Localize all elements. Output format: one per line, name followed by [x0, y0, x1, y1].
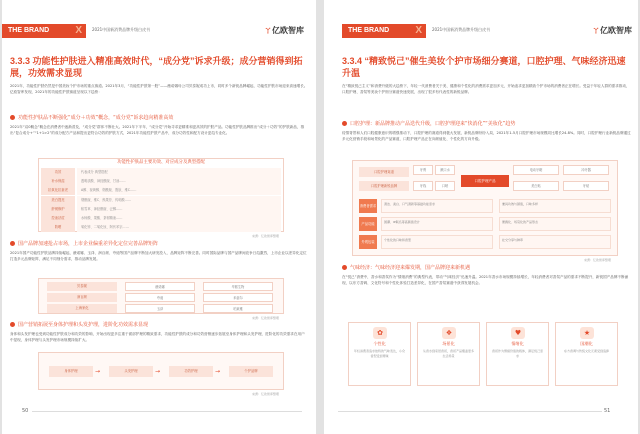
flow-box: 身体护理: [49, 366, 93, 377]
footer-line: [338, 411, 602, 412]
brand-chip: 贝泰妮: [47, 282, 117, 291]
row-label: 控油祛痘: [41, 214, 75, 223]
section-heading: 3.3.4 “精致悦己”催生美妆个护市场细分赛道，口腔护理、气味经济迅速升温: [342, 56, 626, 78]
logo: [592, 25, 632, 36]
row-text: 氧化锌、二氧化钛、阿伏苯宗……: [77, 223, 281, 232]
subheading-1: [342, 120, 515, 128]
brand-banner: [2, 24, 86, 38]
scent-card: [348, 322, 411, 386]
scent-card: [555, 322, 618, 386]
care-flow-diagram: [38, 352, 284, 390]
scent-card: [417, 322, 480, 386]
report-title: 2021中国新消费品牌升级白皮书: [92, 27, 151, 32]
card-text: 东方香调与传统文化元素受到追捧: [563, 349, 609, 353]
subheading-2: [342, 264, 470, 272]
brand-chip: 华熙生物: [203, 282, 273, 291]
mind-cell: 清洁、美白、口气清新等基础功能需求: [381, 199, 493, 213]
logo: [264, 25, 304, 36]
brand-chip: 米蓓尔: [203, 293, 273, 302]
subheading-text: 功能性护肤品不断强化“成分＋功效”概念，“成分党”诉求趋向精准高效: [18, 115, 174, 121]
brand-banner: [342, 24, 426, 38]
row-text: 水杨酸、果酸、茶树精油……: [77, 214, 281, 223]
mind-node: 牙线: [413, 181, 433, 191]
brand-text: THE BRAND: [348, 27, 390, 34]
subheading-3: [10, 321, 148, 329]
brand-chip: 润百颜: [47, 293, 117, 302]
left-label-bottom: 口腔护理新锐品牌: [359, 181, 409, 191]
logo-text: 亿欧智库: [272, 26, 304, 35]
mind-node: 口喷: [435, 181, 455, 191]
table-source: 来源：亿欧智库整理: [252, 234, 280, 238]
flow-box: 个护品牌: [229, 366, 273, 377]
mind-node: 牙贴: [563, 181, 609, 191]
page-header: [324, 24, 638, 38]
row-label: 抗氧化抗衰老: [41, 186, 75, 195]
brands-source: 来源：亿欧智库整理: [252, 316, 280, 320]
flow-box: 头发护理: [109, 366, 153, 377]
row-label: 功效: [41, 168, 75, 177]
mind-source: 来源：亿欧智库整理: [584, 258, 612, 262]
left-label-top: 口腔护理赛道: [359, 167, 409, 177]
arrow-icon: →: [155, 368, 161, 375]
logo-text: 亿欧智库: [600, 26, 632, 35]
card-icon: ★: [580, 327, 594, 339]
mind-center: 口腔护理产品: [461, 175, 509, 187]
mind-node: 冲牙器: [563, 165, 609, 175]
bullet-icon: [10, 322, 15, 327]
page-header: [2, 24, 316, 38]
section-heading: 3.3.3 功能性护肤进入精准高效时代，“成分党”诉求升级；成分营销得到拓展，功效需求显现: [10, 56, 303, 78]
intro-paragraph: 2021年，功能性护肤仍然是中国美妆个护市场的重点赛道。2021年3月，“功能性护肤第一股”——薇诺娜母公司贝泰妮成功上市，同时多个新锐品牌崛起，功能性护肤市场迎来高速增长。亿欧智库发现，2021年的功能性护肤赛道呈现以下趋势：: [10, 84, 308, 94]
paragraph-2: 在“悦己”消费中，香水和香氛作为“情绪消费”的典型代表，带动“气味经济”迅速升温。2021年香水市场规模持续增长，年轻消费者对香氛产品的需求不断提升，新锐国产品牌不断涌现，以东方香调、文化符号和个性化体验打造差异化，在国产香氛赛道中获得发展机会。: [342, 275, 629, 285]
mind-node: 美白贴: [513, 181, 559, 191]
brand-chip: 玉泽: [125, 304, 195, 313]
paragraph-2: 2021年国产功能性护肤品牌持续崛起，薇诺娜、玉泽、润百颜、夸迪等国产品牌不断加大研发投入，品牌矩阵不断完善。同时国际品牌与国产品牌间竞争日趋激烈，上市企业以差异化定位打造多元品牌矩阵，满足不同细分需求，推动品牌发展。: [10, 251, 307, 261]
bullet-icon: [342, 121, 347, 126]
card-title: 场景化: [442, 341, 455, 346]
brand-chip: 珀莱雅: [203, 304, 273, 313]
table-row: [41, 223, 281, 232]
card-title: 国潮化: [580, 341, 593, 346]
bullet-icon: [342, 265, 347, 270]
card-text: 从香水到家居香氛，香氛产品覆盖更多生活场景: [422, 349, 474, 358]
table-row: [41, 196, 281, 205]
mind-cell: 国潮、IP联名等高颜值设计: [381, 217, 493, 231]
subheading-2: [10, 240, 158, 248]
mind-cell: 便携化、场景化的产品形态: [499, 217, 611, 231]
paragraph-3: 身体和头发护理也受到功能性护肤成分和功效的影响，开始出现更多注重于面部护理的精致需求，功能性护肤的成分和功效营销逐步拓展至身体护理和头发护理，进阶化的功效需求在用户中显现，身体护理与头发护理市场规模持续扩大。: [10, 332, 305, 342]
mind-cell: 社交分享与种草: [499, 235, 611, 249]
card-title: 个性化: [373, 341, 386, 346]
subheading-text: 国产营销拓展至身体护理和头发护理，进阶化功效需求显现: [18, 322, 149, 328]
arrow-icon: →: [95, 368, 101, 375]
table-row: [41, 186, 281, 195]
flow-box: 功效护理: [169, 366, 213, 377]
row-text: 代表成分 典型搭配: [77, 168, 281, 177]
row-text: 透明质酸、神经酰胺、甘油……: [77, 177, 281, 186]
bullet-icon: [10, 241, 15, 246]
flow-source: 来源：亿欧智库整理: [252, 392, 280, 396]
left-page: [2, 0, 316, 434]
card-title: 情绪化: [511, 341, 524, 346]
brand-chip: 夸迪: [125, 293, 195, 302]
brand-chip: 上海家化: [47, 304, 117, 313]
mind-node: 牙膏: [413, 165, 433, 175]
card-icon: ♥: [511, 327, 525, 339]
mind-node: 电动牙刷: [513, 165, 559, 175]
table-row: [41, 205, 281, 214]
subheading-text: 国产品牌加速抢占市场，上市企业偏重差异化定位完善品牌矩阵: [18, 241, 159, 247]
row-label: 补水保湿: [41, 177, 75, 186]
card-text: 年轻消费者追求独特的气味表达，小众香型受到青睐: [353, 349, 405, 358]
subheading-text: 口腔护理：新品牌推动产品迭代升级，口腔护理迎来“快消化”“美妆化”趋势: [350, 121, 516, 127]
efficacy-table: [38, 158, 284, 232]
brand-x-mark: X: [75, 25, 82, 36]
intro-paragraph: 在“精致悦己主义”和消费升级的大趋势下，年轻一代消费者关于美、健康和个性化的消费需求更加多元，开始追求更加精致个护市场的消费者正在增长。受益于年轻人群的需求推动，口腔护理、香氛等美妆个护细分赛道快速发展，出现了很多有代表性的新锐品牌。: [342, 84, 630, 94]
subheading-text: 气味经济：气味经济迎来爆发期，国产品牌迎来新机遇: [350, 265, 471, 271]
subheading-1: [10, 114, 173, 122]
footer-line: [32, 411, 302, 412]
report-title: 2021中国新消费品牌升级白皮书: [432, 27, 491, 32]
row-label: 防晒: [41, 223, 75, 232]
table-row: [41, 177, 281, 186]
logo-icon: ㄚ: [264, 26, 272, 35]
right-page: [324, 0, 638, 434]
row-text: 积雪草、神经酰胺、泛醇……: [77, 205, 281, 214]
row-text: 烟酰胺、维C、熊果苷、传明酸……: [77, 196, 281, 205]
side-label: 消费者需求: [359, 199, 377, 213]
brand-chip: 薇诺娜: [125, 282, 195, 291]
brand-x-mark: X: [415, 25, 422, 36]
row-label: 美白提亮: [41, 196, 75, 205]
scent-card: [486, 322, 549, 386]
side-label: 产品功能: [359, 217, 377, 231]
brand-matrix: [38, 278, 284, 314]
mind-cell: 个性化的口味和香型: [381, 235, 493, 249]
bullet-icon: [10, 115, 15, 120]
logo-icon: ㄚ: [592, 26, 600, 35]
page-number: 51: [604, 408, 611, 414]
card-icon: ❖: [442, 327, 456, 339]
row-label: 舒缓修护: [41, 205, 75, 214]
card-icon: ✿: [373, 327, 387, 339]
table-row: [41, 168, 281, 177]
arrow-icon: →: [215, 368, 221, 375]
mind-cell: 兼具功效与颜值，口味多样: [499, 199, 611, 213]
table-title: 功能性护肤品主要功效、对应成分及典型搭配: [117, 160, 205, 165]
table-row: [41, 214, 281, 223]
card-text: 香氛作为情绪价值的载体，满足悦己需求: [491, 349, 543, 358]
row-text: A醇、视黄醇、烟酰胺、胜肽、维C……: [77, 186, 281, 195]
brand-text: THE BRAND: [8, 27, 50, 34]
paragraph-1: 疫情背景和人们口腔健康意识的增强推动下，口腔护理的赛道得到极大发展，新锐品牌纷纷入局，2021年1-5月口腔护理市场规模同比增长24.8%。同时，口腔护理行业新锐品牌通过多元化营销手段和场景化的产品赛道，口腔护理产品正在向颜值化、个性化的方向升级。: [342, 131, 631, 141]
page-number: 50: [22, 408, 29, 414]
paragraph-1: 2021年“双0概念”概念在消费者中逐渐普及，“成分党”群体不断壮大。2021年下半年，“成分党”开始寻求更精准和更高效的护肤产品。功能性护肤品牌推出“成分＋功效”的护肤新品，推出“复合成分+”“1+1>2”的成分配方产品和提出更符合功效的护肤方式，2021年功能性护肤产品中，成分功效性和配方设计更趋专业化。: [10, 125, 305, 135]
side-label: 外观包装: [359, 235, 377, 249]
oral-care-diagram: [352, 160, 618, 256]
mind-node: 漱口水: [435, 165, 455, 175]
